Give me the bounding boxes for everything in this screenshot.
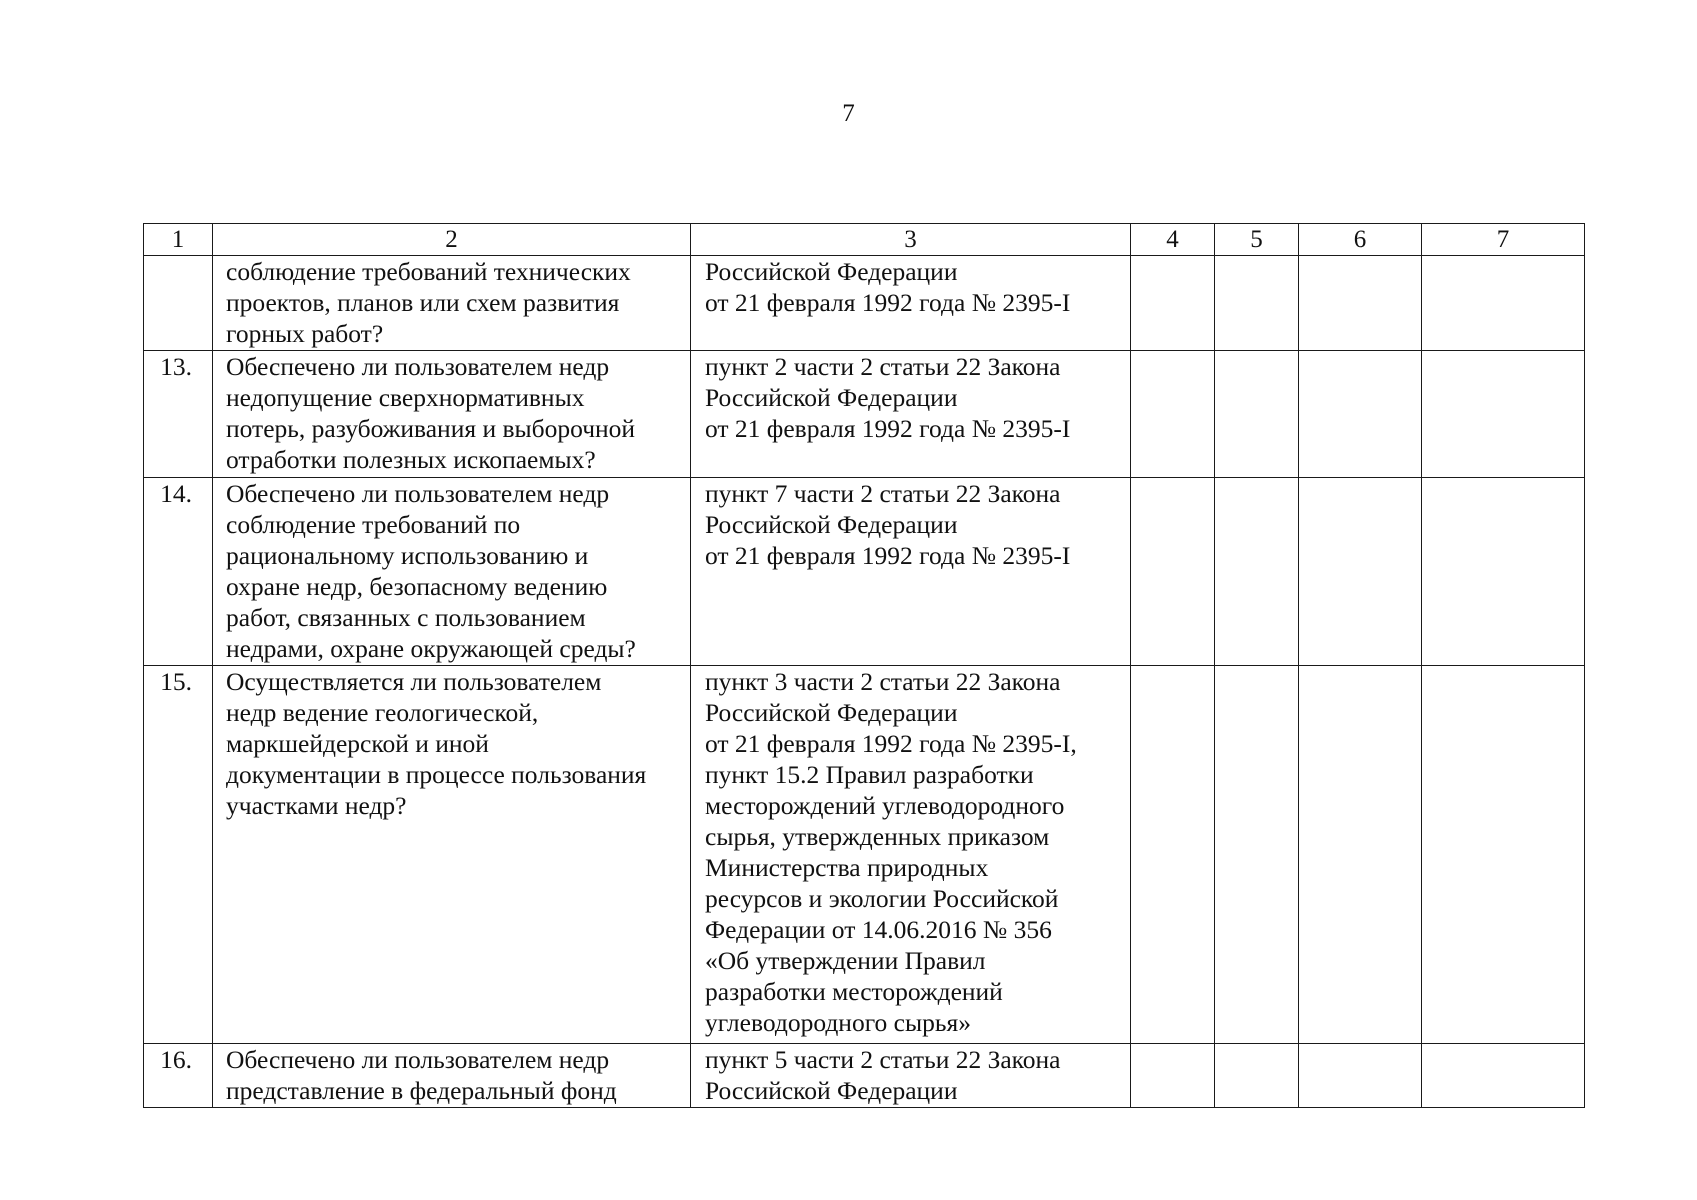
question-text: Обеспечено ли пользователем недр представление в федеральный фонд: [226, 1045, 617, 1105]
table-row: [144, 478, 1585, 666]
table-row: [144, 256, 1585, 351]
empty-cell: [1131, 256, 1215, 351]
table-row: [144, 1044, 1585, 1108]
row-number: 16.: [144, 1044, 213, 1108]
column-header-3: 3: [691, 224, 1131, 256]
column-header-1: 1: [144, 224, 213, 256]
empty-cell: [1215, 256, 1299, 351]
empty-cell: [1299, 256, 1422, 351]
empty-cell: [1215, 351, 1299, 478]
empty-cell: [1299, 351, 1422, 478]
empty-cell: [1422, 351, 1585, 478]
table-header-row: [144, 224, 1585, 256]
question-text: Обеспечено ли пользователем недр недопущение сверхнормативных потерь, разубоживания и выборочной отработки полезных ископаемых?: [226, 352, 636, 474]
empty-cell: [1215, 666, 1299, 1044]
empty-cell: [1299, 666, 1422, 1044]
row-number: 14.: [144, 478, 213, 666]
empty-cell: [1131, 351, 1215, 478]
question-text: Осуществляется ли пользователем недр ведение геологической, маркшейдерской и иной документации в процессе пользования участками недр?: [226, 667, 647, 820]
empty-cell: [1131, 666, 1215, 1044]
table-row: [144, 351, 1585, 478]
column-header-4: 4: [1131, 224, 1215, 256]
legal-basis-text: пункт 2 части 2 статьи 22 Закона Российской Федерации от 21 февраля 1992 года № 2395-I: [705, 352, 1071, 443]
column-header-6: 6: [1299, 224, 1422, 256]
empty-cell: [1215, 1044, 1299, 1108]
column-header-5: 5: [1215, 224, 1299, 256]
column-header-7: 7: [1422, 224, 1585, 256]
empty-cell: [1422, 1044, 1585, 1108]
empty-cell: [1422, 256, 1585, 351]
legal-basis-text: Российской Федерации от 21 февраля 1992 года № 2395-I: [705, 257, 1071, 317]
question-text: соблюдение требований технических проектов, планов или схем развития горных работ?: [226, 257, 631, 348]
row-number: 13.: [144, 351, 213, 478]
empty-cell: [1299, 1044, 1422, 1108]
empty-cell: [1131, 478, 1215, 666]
column-header-2: 2: [213, 224, 691, 256]
empty-cell: [1215, 478, 1299, 666]
page-number: 7: [842, 100, 855, 127]
legal-basis-text: пункт 3 части 2 статьи 22 Закона Российской Федерации от 21 февраля 1992 года № 2395-I, пункт 15.2 Правил разработки месторождений углеводородного сырья, утвержденных приказом Министерства природных ресурсов и экологии Российской Федерации от 14.06.2016 № 356 «Об утверждении Правил разработки месторождений углеводородного сырья»: [705, 667, 1077, 1037]
row-number: [144, 256, 213, 351]
row-number: 15.: [144, 666, 213, 1044]
table-row: [144, 666, 1585, 1044]
question-text: Обеспечено ли пользователем недр соблюдение требований по рациональному использованию и охране недр, безопасному ведению работ, связанных с пользованием недрами, охране окружающей среды?: [226, 479, 636, 663]
empty-cell: [1131, 1044, 1215, 1108]
legal-basis-text: пункт 7 части 2 статьи 22 Закона Российской Федерации от 21 февраля 1992 года № 2395-I: [705, 479, 1071, 570]
empty-cell: [1422, 666, 1585, 1044]
legal-basis-text: пункт 5 части 2 статьи 22 Закона Российской Федерации: [705, 1045, 1061, 1105]
checklist-table: [143, 223, 1585, 1108]
empty-cell: [1422, 478, 1585, 666]
empty-cell: [1299, 478, 1422, 666]
